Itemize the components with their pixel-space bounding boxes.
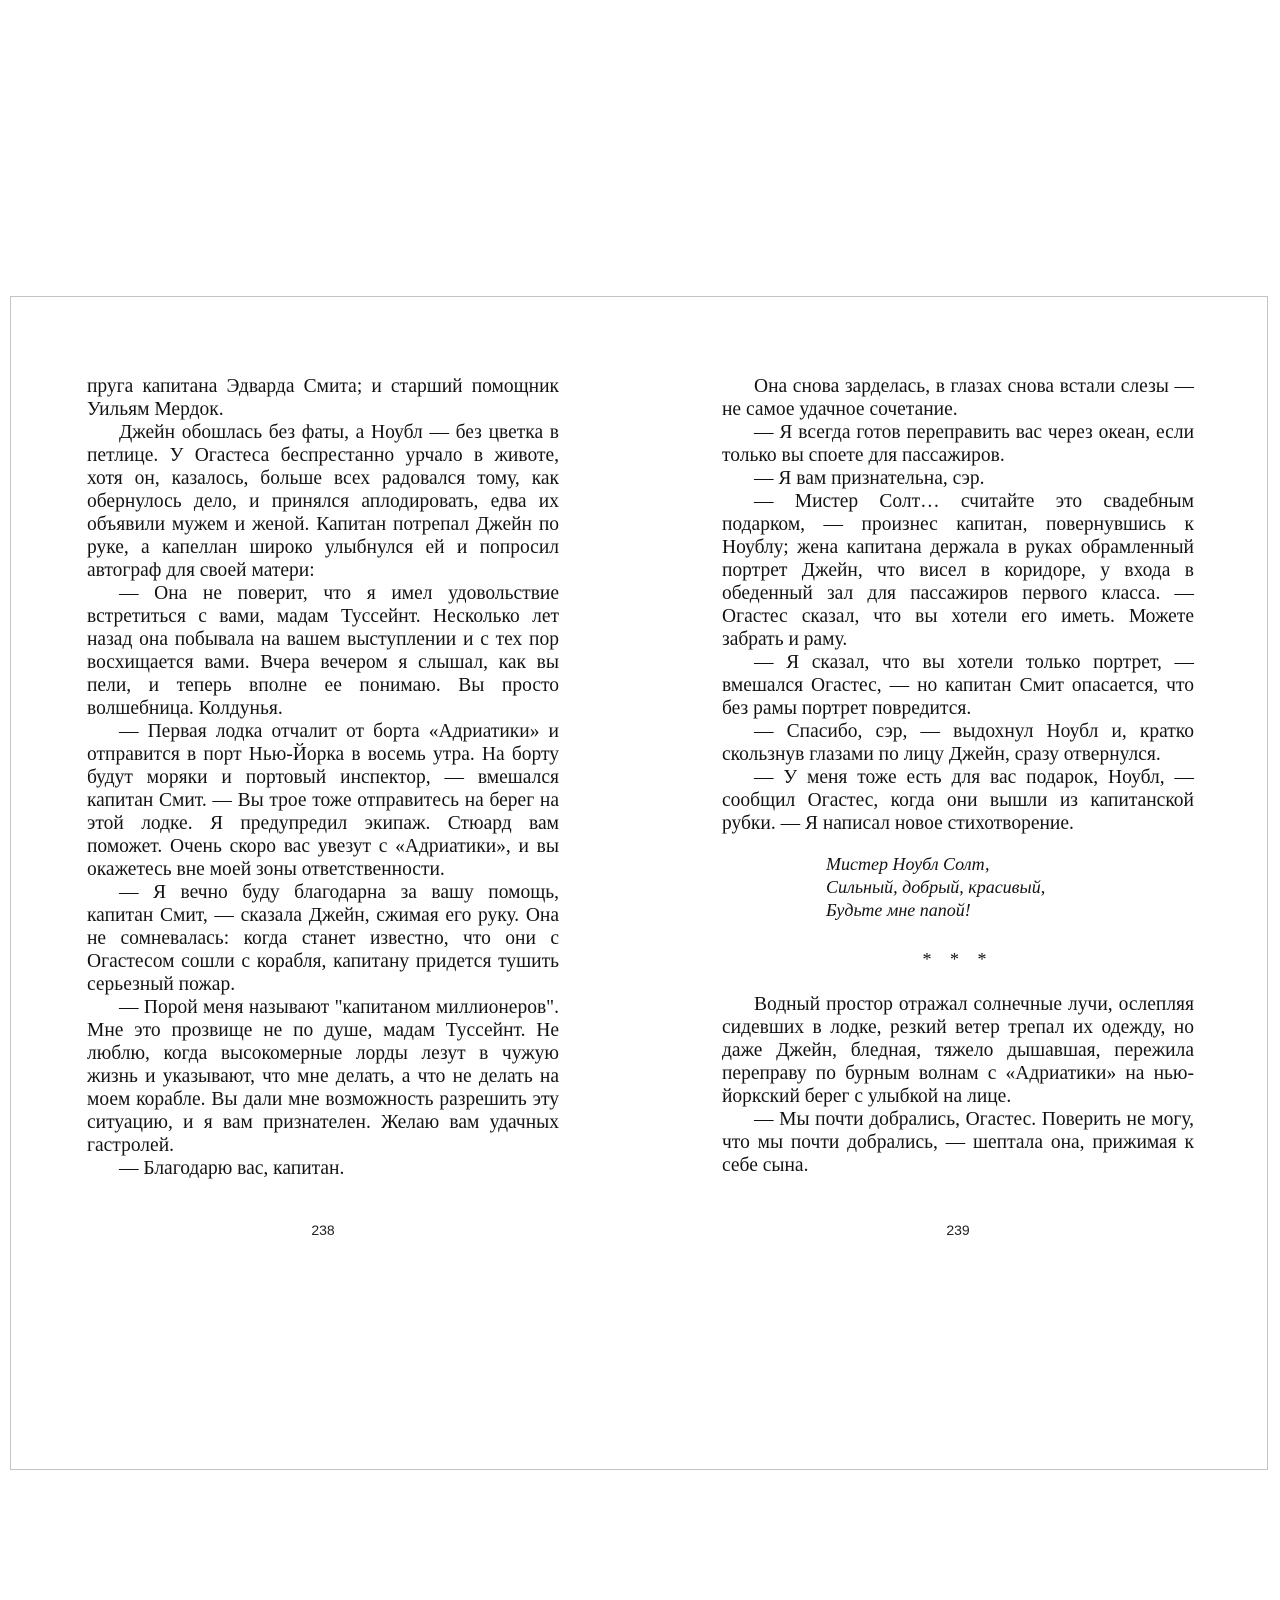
poem-line: Сильный, добрый, красивый, <box>826 877 1046 897</box>
right-page <box>722 375 1194 1177</box>
section-separator: * * * <box>922 949 994 969</box>
paragraph: — Порой меня называют "капитаном миллионеров". Мне это прозвище не по душе, мадам Туссейнт. Не люблю, когда высокомерные лорды лезут в чужую жизнь и указывают, что мне делать, а что не делать на моем корабле. Вы дали мне возможность разрешить эту ситуацию, и я вам признателен. Желаю вам удачных гастролей. <box>87 997 559 1156</box>
paragraph: — Первая лодка отчалит от борта «Адриатики» и отправится в порт Нью-Йорка в восемь утра. На борту будут моряки и портовый инспектор, — вмешался капитан Смит. — Вы трое тоже отправитесь на берег на этой лодке. Я предупредил экипаж. Стюард вам поможет. Очень скоро вас увезут с «Адриатики», и вы окажетесь вне моей зоны ответственности. <box>87 721 559 880</box>
poem <box>826 853 1194 922</box>
paragraph: — Я сказал, что вы хотели только портрет, — вмешался Огастес, — но капитан Смит опасается, что без рамы портрет повредится. <box>722 652 1194 719</box>
poem-line: Будьте мне папой! <box>826 900 971 920</box>
book-spread <box>10 296 1268 1470</box>
paragraph: Джейн обошлась без фаты, а Ноубл — без цветка в петлице. У Огастеса беспрестанно урчало в животе, хотя он, казалось, больше всех радовался тому, как обернулось дело, и принялся аплодировать, едва их объявили мужем и женой. Капитан потрепал Джейн по руке, а капеллан широко улыбнулся ей и попросил автограф для своей матери: <box>87 422 559 581</box>
paragraph: — У меня тоже есть для вас подарок, Ноубл, — сообщил Огастес, когда они вышли из капитанской рубки. — Я написал новое стихотворение. <box>722 767 1194 834</box>
paragraph: — Я всегда готов переправить вас через океан, если только вы споете для пассажиров. <box>722 422 1194 466</box>
paragraph: — Спасибо, сэр, — выдохнул Ноубл и, кратко скользнув глазами по лицу Джейн, сразу отвернулся. <box>722 721 1194 765</box>
poem-line: Мистер Ноубл Солт, <box>826 854 990 874</box>
paragraph: — Она не поверит, что я имел удовольствие встретиться с вами, мадам Туссейнт. Несколько лет назад она побывала на вашем выступлении и с тех пор восхищается вами. Вчера вечером я слышал, как вы пели, и теперь вполне ее понимаю. Вы просто волшебница. Колдунья. <box>87 583 559 719</box>
paragraph: — Мистер Солт… считайте это свадебным подарком, — произнес капитан, повернувшись к Ноублу; жена капитана держала в руках обрамленный портрет Джейн, что висел в коридоре, у входа в обеденный зал для пассажиров первого класса. — Огастес сказал, что вы хотели его иметь. Можете забрать и раму. <box>722 491 1194 650</box>
paragraph: — Я вечно буду благодарна за вашу помощь, капитан Смит, — сказала Джейн, сжимая его руку. Она не сомневалась: когда станет известно, что они с Огастесом сошли с корабля, капитану придется тушить серьезный пожар. <box>87 882 559 995</box>
paragraph: — Я вам признательна, сэр. <box>754 468 985 489</box>
paragraph: пруга капитана Эдварда Смита; и старший помощник Уильям Мердок. <box>87 376 559 420</box>
left-page <box>87 375 559 1180</box>
paragraph: Водный простор отражал солнечные лучи, ослепляя сидевших в лодке, резкий ветер трепал их одежду, но даже Джейн, бледная, тяжело дышавшая, пережила переправу по бурным волнам с «Адриатики» на нью-йоркский берег с улыбкой на лице. <box>722 994 1194 1107</box>
paragraph: — Мы почти добрались, Огастес. Поверить не могу, что мы почти добрались, — шептала она, прижимая к себе сына. <box>722 1109 1194 1176</box>
page-number-left: 238 <box>311 1222 335 1238</box>
paragraph: — Благодарю вас, капитан. <box>119 1158 345 1179</box>
paragraph: Она снова зарделась, в глазах снова встали слезы — не самое удачное сочетание. <box>722 376 1194 420</box>
page-number-right: 239 <box>946 1222 970 1238</box>
